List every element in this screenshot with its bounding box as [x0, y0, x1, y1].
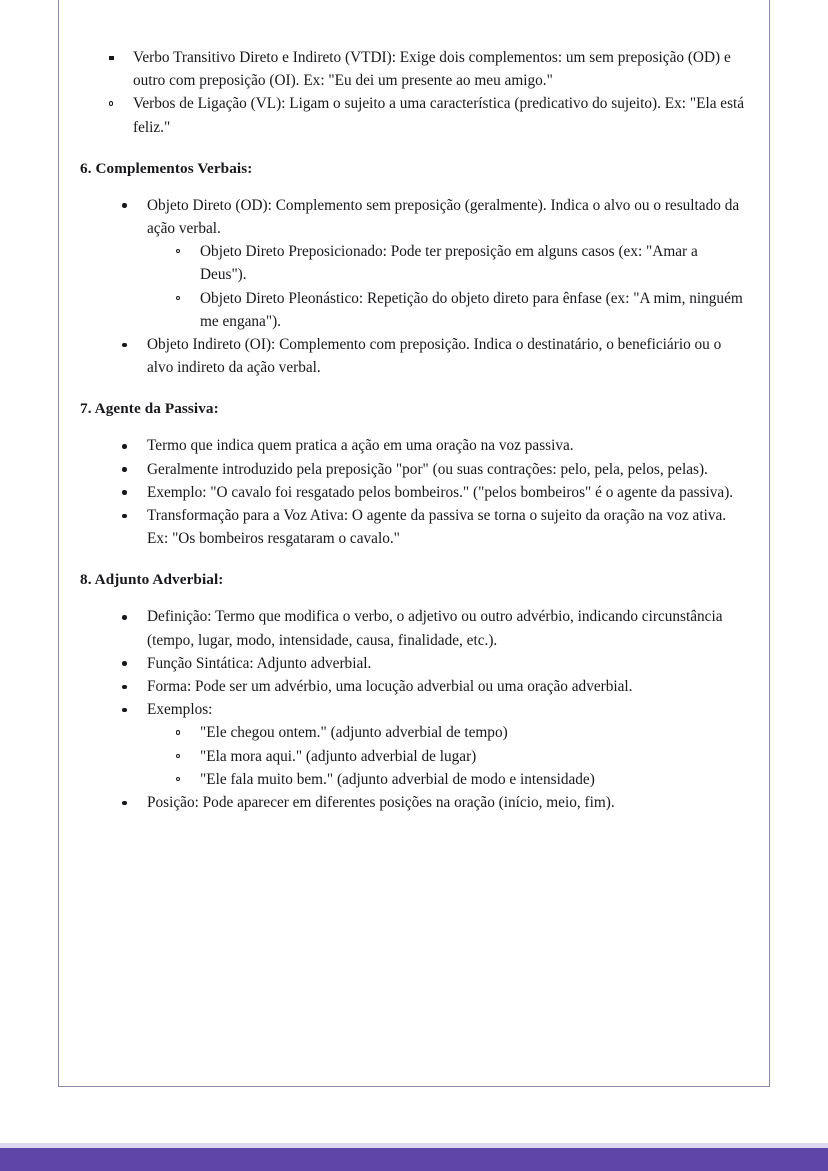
list-item-text: "Ele chegou ontem." (adjunto adverbial de tempo) — [200, 724, 508, 742]
list-item-text: Objeto Direto Preposicionado: Pode ter preposição em alguns casos (ex: "Amar a Deus"). — [200, 243, 698, 284]
spacer — [80, 419, 748, 434]
disc-bullet-icon — [122, 661, 127, 666]
disc-bullet-icon — [122, 708, 127, 713]
list-item — [120, 194, 748, 333]
disc-bullet-icon — [122, 615, 127, 620]
section-8-bullet-list — [80, 605, 748, 814]
list-item — [120, 652, 748, 675]
nested-bullet-list — [147, 240, 748, 333]
list-item-text: Verbo Transitivo Direto e Indireto (VTDI): Exige dois complementos: um sem preposição (OD) e outro com preposição (OI). Ex: "Eu dei um presente ao meu amigo." — [133, 49, 731, 90]
list-item — [174, 240, 748, 286]
list-item-text: Objeto Direto (OD): Complemento sem preposição (geralmente). Indica o alvo ou o resultado da ação verbal. — [147, 196, 740, 238]
circle-bullet-icon — [176, 296, 180, 300]
list-item — [120, 481, 748, 504]
section-heading-7: 7. Agente da Passiva: — [80, 400, 219, 418]
list-item — [107, 92, 748, 138]
list-item — [120, 675, 748, 698]
section-heading-8: 8. Adjunto Adverbial: — [80, 571, 224, 589]
circle-bullet-icon — [109, 101, 113, 105]
circle-bullet-icon — [176, 777, 180, 781]
list-item-text: Geralmente introduzido pela preposição "por" (ou suas contrações: pelo, pela, pelos, pelas). — [147, 460, 708, 478]
list-item-text: "Ela mora aqui." (adjunto adverbial de lugar) — [200, 747, 477, 765]
section-7-bullet-list — [80, 434, 748, 550]
circle-bullet-icon — [176, 249, 180, 253]
list-item-text: Forma: Pode ser um advérbio, uma locução adverbial ou uma oração adverbial. — [147, 678, 633, 696]
list-item-text: Verbos de Ligação (VL): Ligam o sujeito a uma característica (predicativo do sujeito). Ex: "Ela está feliz." — [133, 95, 745, 136]
list-item — [120, 434, 748, 457]
square-bullet-icon — [109, 56, 114, 61]
disc-bullet-icon — [122, 444, 127, 449]
list-item-text: Função Sintática: Adjunto adverbial. — [147, 654, 372, 672]
list-item — [120, 698, 748, 791]
circle-bullet-icon — [176, 730, 180, 734]
list-item-text: Objeto Direto Pleonástico: Repetição do objeto direto para ênfase (ex: "A mim, ninguém me engana"). — [200, 289, 743, 330]
list-item — [174, 745, 748, 768]
circle-bullet-icon — [176, 754, 180, 758]
continued-list-level2 — [80, 92, 748, 138]
list-item — [107, 46, 748, 92]
list-item — [120, 504, 748, 550]
footer-color-bar — [0, 1148, 828, 1171]
section-6-bullet-list — [80, 194, 748, 380]
disc-bullet-icon — [122, 343, 127, 348]
list-item-text: Objeto Indireto (OI): Complemento com preposição. Indica o destinatário, o beneficiário ou o alvo indireto da ação verbal. — [147, 336, 722, 377]
list-item-text: "Ele fala muito bem." (adjunto adverbial de modo e intensidade) — [200, 770, 595, 788]
disc-bullet-icon — [122, 203, 127, 208]
section-heading-6: 6. Complementos Verbais: — [80, 159, 253, 177]
spacer — [80, 179, 748, 194]
disc-bullet-icon — [122, 467, 127, 472]
list-item-text: Posição: Pode aparecer em diferentes posições na oração (início, meio, fim). — [147, 794, 615, 812]
spacer — [80, 590, 748, 605]
list-item-text: Exemplos: — [147, 701, 213, 719]
spacer — [80, 379, 748, 399]
disc-bullet-icon — [122, 490, 127, 495]
spacer — [80, 550, 748, 570]
list-item-text: Definição: Termo que modifica o verbo, o adjetivo ou outro advérbio, indicando circunstância (tempo, lugar, modo, intensidade, causa, finalidade, etc.). — [147, 608, 723, 649]
spacer — [80, 139, 748, 159]
list-item-text: Exemplo: "O cavalo foi resgatado pelos bombeiros." ("pelos bombeiros" é o agente da passiva). — [147, 483, 734, 501]
list-item — [174, 287, 748, 333]
list-item — [120, 605, 748, 651]
disc-bullet-icon — [122, 801, 127, 806]
disc-bullet-icon — [122, 514, 127, 519]
disc-bullet-icon — [122, 685, 127, 690]
list-item — [120, 791, 748, 814]
list-item-text: Termo que indica quem pratica a ação em uma oração na voz passiva. — [147, 437, 574, 455]
list-item-text: Transformação para a Voz Ativa: O agente da passiva se torna o sujeito da oração na voz ativa. Ex: "Os bombeiros resgataram o cavalo." — [147, 507, 727, 548]
list-item — [174, 768, 748, 791]
continued-list-level3 — [80, 46, 748, 92]
list-item — [120, 458, 748, 481]
document-content — [58, 0, 770, 1087]
list-item — [174, 721, 748, 744]
list-item — [120, 333, 748, 379]
nested-bullet-list — [147, 721, 748, 791]
